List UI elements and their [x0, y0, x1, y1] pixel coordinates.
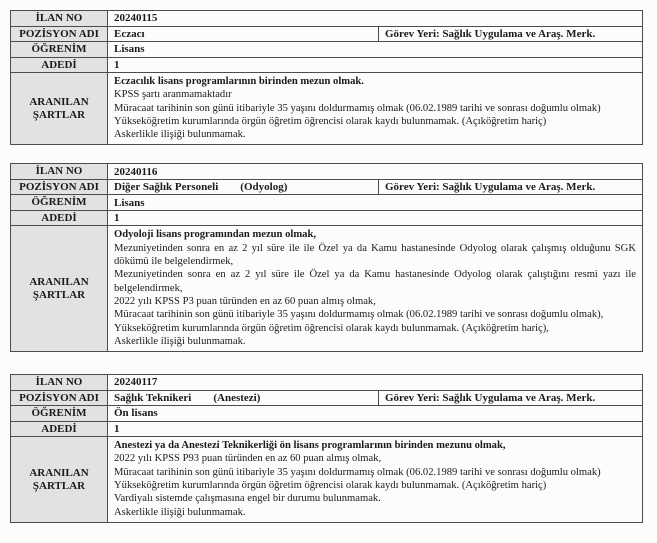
table-row — [11, 437, 643, 523]
requirement-line: Eczacılık lisans programlarının birinden mezun olmak. — [114, 76, 364, 87]
table-row — [11, 375, 643, 391]
ilan-no-label: İLAN NO — [11, 164, 108, 180]
ogrenim-value: Ön lisans — [108, 406, 643, 422]
table-row — [11, 406, 643, 422]
adedi-value: 1 — [108, 421, 643, 437]
requirement-line: Anestezi ya da Anestezi Teknikerliği ön lisans programlarının birinden mezunu olmak, — [114, 440, 506, 452]
ilan-no-value: 20240116 — [108, 164, 643, 180]
requirement-line: Yükseköğretim kurumlarında örgün öğretim öğrencisi olarak kaydı bulunmamak. (Açıköğretim hariç) — [114, 480, 547, 492]
table-row — [11, 11, 643, 27]
pozisyon-adi-label: POZİSYON ADI — [11, 26, 108, 42]
requirement-line: 2022 yılı KPSS P93 puan türünden en az 60 puan almış olmak, — [114, 453, 382, 465]
ilan-no-value: 20240115 — [108, 11, 643, 27]
requirement-line: Müracaat tarihinin son günü itibariyle 35 yaşını doldurmamış olmak (06.02.1989 tarihi ve sonrası doğumlu olmak), — [114, 309, 604, 321]
table-row — [11, 73, 643, 145]
gorev-yeri-value: Görev Yeri: Sağlık Uygulama ve Araş. Merk. — [379, 26, 643, 42]
ogrenim-label: ÖĞRENİM — [11, 406, 108, 422]
adedi-value: 1 — [108, 210, 643, 226]
table-row — [11, 390, 643, 406]
requirement-line: Mezuniyetinden sonra en az 2 yıl süre ile Özel ya da Kamu hastanesinde Odyolog olarak çalıştığını resmi yazı ile belgelendirmek, — [114, 269, 636, 294]
aranilan-sartlar-label: ARANILAN ŞARTLAR — [11, 73, 108, 145]
requirements-cell — [108, 437, 643, 523]
position-name: Eczacı — [114, 27, 145, 40]
ilan-no-label: İLAN NO — [11, 375, 108, 391]
pozisyon-adi-label: POZİSYON ADI — [11, 179, 108, 195]
requirement-line: Yükseköğretim kurumlarında örgün öğretim öğrencisi olarak kaydı bulunmamak. (Açıköğretim hariç), — [114, 322, 549, 334]
requirement-line: Yükseköğretim kurumlarında örgün öğretim öğrencisi olarak kaydı bulunmamak. (Açıköğretim hariç) — [114, 115, 547, 127]
requirements-cell — [108, 226, 643, 352]
table-row — [11, 42, 643, 58]
adedi-label: ADEDİ — [11, 57, 108, 73]
ilan-no-label: İLAN NO — [11, 11, 108, 27]
requirement-line: Mezuniyetinden sonra en az 2 yıl süre ile ile Özel ya da Kamu hastanesinde Odyolog olarak çalışmış olduğunu SGK dökümü ile belgelendirmek, — [114, 242, 636, 268]
adedi-value: 1 — [108, 57, 643, 73]
ogrenim-label: ÖĞRENİM — [11, 195, 108, 211]
requirement-line: Askerlikle ilişiği bulunmamak. — [114, 129, 246, 141]
table-row — [11, 421, 643, 437]
requirement-line: Müracaat tarihinin son günü itibariyle 35 yaşını doldurmamış olmak (06.02.1989 tarihi ve sonrası doğumlu olmak) — [114, 102, 601, 114]
position-paren: (Anestezi) — [213, 391, 261, 404]
ogrenim-value: Lisans — [108, 42, 643, 58]
table-row — [11, 210, 643, 226]
pozisyon-adi-label: POZİSYON ADI — [11, 390, 108, 406]
requirement-line: Askerlikle ilişiği bulunmamak. — [114, 506, 246, 518]
table-row — [11, 179, 643, 195]
position-name-value — [108, 26, 379, 42]
table-row — [11, 57, 643, 73]
ogrenim-label: ÖĞRENİM — [11, 42, 108, 58]
job-posting-table-3 — [10, 374, 643, 523]
position-name-value — [108, 179, 379, 195]
requirement-line: KPSS şartı aranmamaktadır — [114, 89, 232, 101]
gorev-yeri-value: Görev Yeri: Sağlık Uygulama ve Araş. Merk. — [379, 390, 643, 406]
position-name: Sağlık Teknikeri — [114, 391, 192, 404]
ogrenim-value: Lisans — [108, 195, 643, 211]
adedi-label: ADEDİ — [11, 210, 108, 226]
requirement-line: Müracaat tarihinin son günü itibariyle 35 yaşını doldurmamış olmak (06.02.1989 tarihi ve sonrası doğumlu olmak) — [114, 466, 601, 478]
table-row — [11, 226, 643, 352]
position-paren: (Odyolog) — [240, 181, 288, 194]
requirement-line: Vardiyalı sistemde çalışmasına engel bir durumu bulunmamak. — [114, 493, 381, 505]
aranilan-sartlar-label: ARANILAN ŞARTLAR — [11, 437, 108, 523]
aranilan-sartlar-label: ARANILAN ŞARTLAR — [11, 226, 108, 352]
requirement-line: Askerlikle ilişiği bulunmamak. — [114, 335, 246, 347]
position-name-value — [108, 390, 379, 406]
table-row — [11, 26, 643, 42]
position-name: Diğer Sağlık Personeli — [114, 181, 219, 194]
adedi-label: ADEDİ — [11, 421, 108, 437]
ilan-no-value: 20240117 — [108, 375, 643, 391]
gorev-yeri-value: Görev Yeri: Sağlık Uygulama ve Araş. Merk. — [379, 179, 643, 195]
requirements-cell — [108, 73, 643, 145]
table-row — [11, 164, 643, 180]
job-posting-table-2 — [10, 163, 643, 352]
requirement-line: 2022 yılı KPSS P3 puan türünden en az 60 puan almış olmak, — [114, 295, 376, 307]
table-row — [11, 195, 643, 211]
requirement-line: Odyoloji lisans programından mezun olmak, — [114, 229, 317, 241]
job-posting-table-1 — [10, 10, 643, 145]
